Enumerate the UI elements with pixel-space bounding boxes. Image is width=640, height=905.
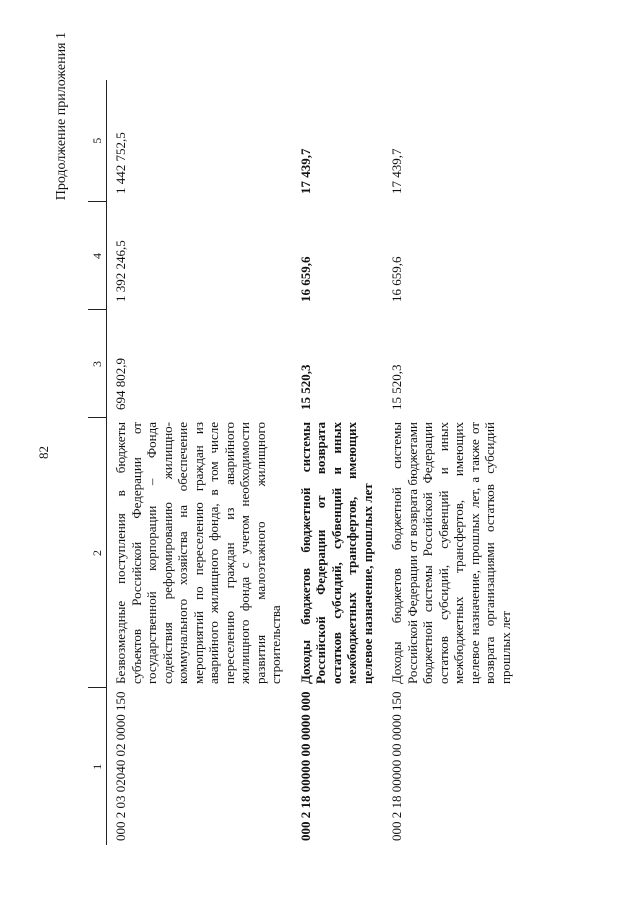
column-number: 2 [88, 418, 107, 688]
amount-col4: 16 659,6 [297, 256, 313, 302]
amount-col3: 694 802,9 [113, 358, 128, 410]
column-number: 3 [88, 310, 107, 418]
income-description: Безвозмездные поступления в бюджеты субъектов Российской Федерации от государственной корпорации – Фонда содействия реформированию жилищно-коммунального хозяйства на обеспечение мероприятий по переселению граждан из аварийного жилищного фонда, в том числе переселению граждан из аварийного жилищного фонда с учетом необходимости развития малоэтажного жилищного строительства [113, 422, 283, 684]
income-description: Доходы бюджетов бюджетной системы Российской Федерации от возврата бюджетами бюджетной системы Российской Федерации остатков субсидий, субвенций и иных межбюджетных трансфертов, имеющих целевое назначение, прошлых лет, а также от возврата организациями остатков субсидий прошлых лет [389, 422, 513, 684]
column-number: 5 [88, 80, 107, 202]
column-number-row [88, 80, 107, 845]
amount-col3: 15 520,3 [389, 364, 404, 410]
column-number: 4 [88, 202, 107, 310]
column-number: 1 [88, 688, 107, 845]
revenue-table [88, 80, 521, 845]
income-description: Доходы бюджетов бюджетной системы Российской Федерации от возврата остатков субсидий, субвенций и иных межбюджетных трансфертов, имеющих целевое назначение, прошлых лет [297, 422, 375, 684]
amount-col5: 1 442 752,5 [113, 132, 128, 194]
budget-code: 000 2 18 00000 00 0000 150 [389, 691, 404, 841]
amount-col5: 17 439,7 [297, 148, 313, 194]
page-number: 82 [36, 446, 51, 459]
table-row [107, 80, 292, 845]
amount-col5: 17 439,7 [389, 148, 404, 194]
table-row [383, 80, 521, 845]
amount-col4: 16 659,6 [389, 256, 404, 302]
table-row [292, 80, 384, 845]
amount-col3: 15 520,3 [297, 364, 313, 410]
amount-col4: 1 392 246,5 [113, 240, 128, 302]
budget-code: 000 2 18 00000 00 0000 000 [297, 691, 313, 841]
budget-code: 000 2 03 02040 02 0000 150 [113, 691, 128, 841]
appendix-continuation-note: Продолжение приложения 1 [54, 32, 69, 201]
